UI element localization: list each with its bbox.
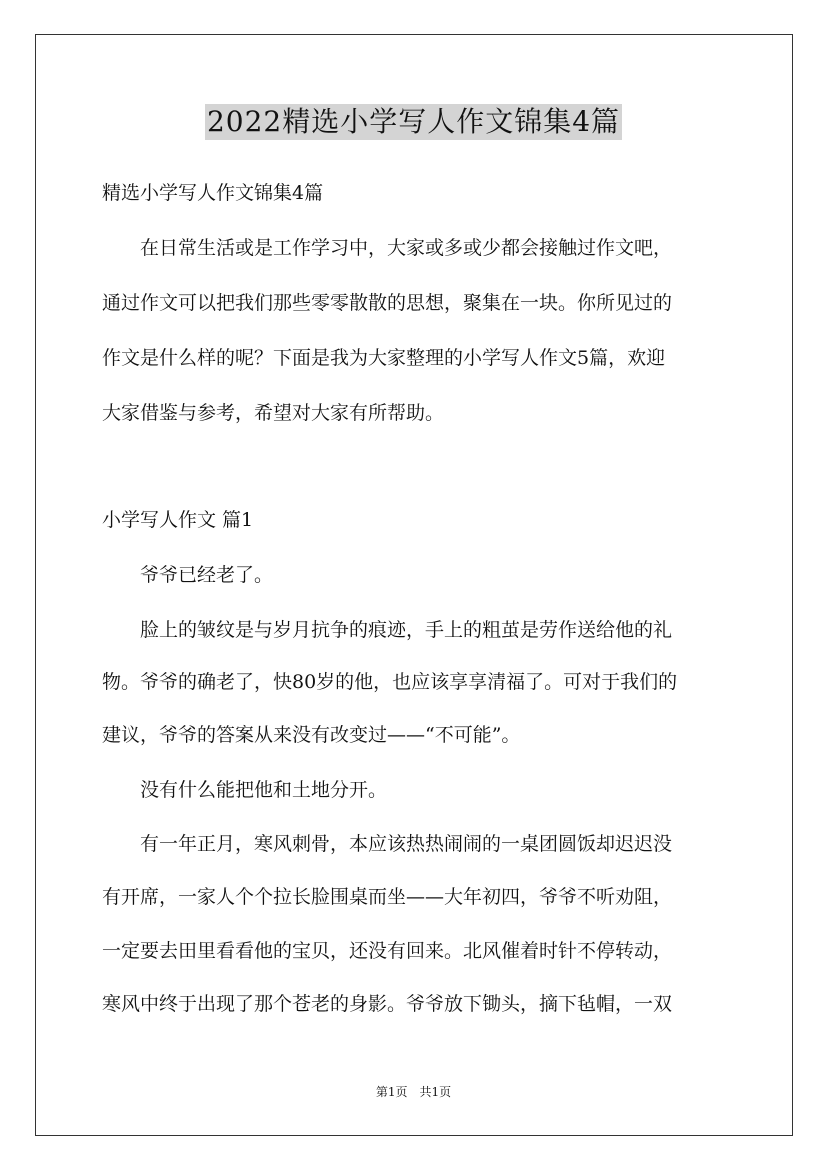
intro-line-2: 通过作文可以把我们那些零零散散的思想，聚集在一块。你所见过的 bbox=[102, 292, 673, 314]
intro-line-4: 大家借鉴与参考，希望对大家有所帮助。 bbox=[102, 402, 445, 424]
body-line-4: 建议，爷爷的答案从来没有改变过——“不可能”。 bbox=[102, 724, 521, 746]
section-heading: 小学写人作文 篇1 bbox=[102, 509, 254, 531]
intro-line-1: 在日常生活或是工作学习中，大家或多或少都会接触过作文吧， bbox=[102, 237, 673, 259]
document-title: 2022精选小学写人作文锦集4篇 bbox=[206, 105, 621, 138]
body-line-1: 爷爷已经老了。 bbox=[102, 564, 274, 586]
body-line-2: 脸上的皱纹是与岁月抗争的痕迹，手上的粗茧是劳作送给他的礼 bbox=[102, 619, 673, 641]
page-footer: 第1页 共1页 bbox=[375, 1085, 452, 1099]
document-subtitle: 精选小学写人作文锦集4篇 bbox=[102, 182, 324, 204]
title-container bbox=[0, 104, 827, 140]
body-line-8: 一定要去田里看看他的宝贝，还没有回来。北风催着时针不停转动， bbox=[102, 940, 673, 962]
body-line-3: 物。爷爷的确老了，快80岁的他，也应该享享清福了。可对于我们的 bbox=[102, 671, 678, 693]
body-line-9: 寒风中终于出现了那个苍老的身影。爷爷放下锄头，摘下毡帽，一双 bbox=[102, 993, 673, 1015]
body-line-5: 没有什么能把他和土地分开。 bbox=[102, 779, 388, 801]
intro-line-3: 作文是什么样的呢？下面是我为大家整理的小学写人作文5篇，欢迎 bbox=[102, 347, 666, 369]
body-line-6: 有一年正月，寒风刺骨，本应该热热闹闹的一桌团圆饭却迟迟没 bbox=[102, 833, 673, 855]
body-line-7: 有开席，一家人个个拉长脸围桌而坐——大年初四，爷爷不听劝阻， bbox=[102, 886, 673, 908]
